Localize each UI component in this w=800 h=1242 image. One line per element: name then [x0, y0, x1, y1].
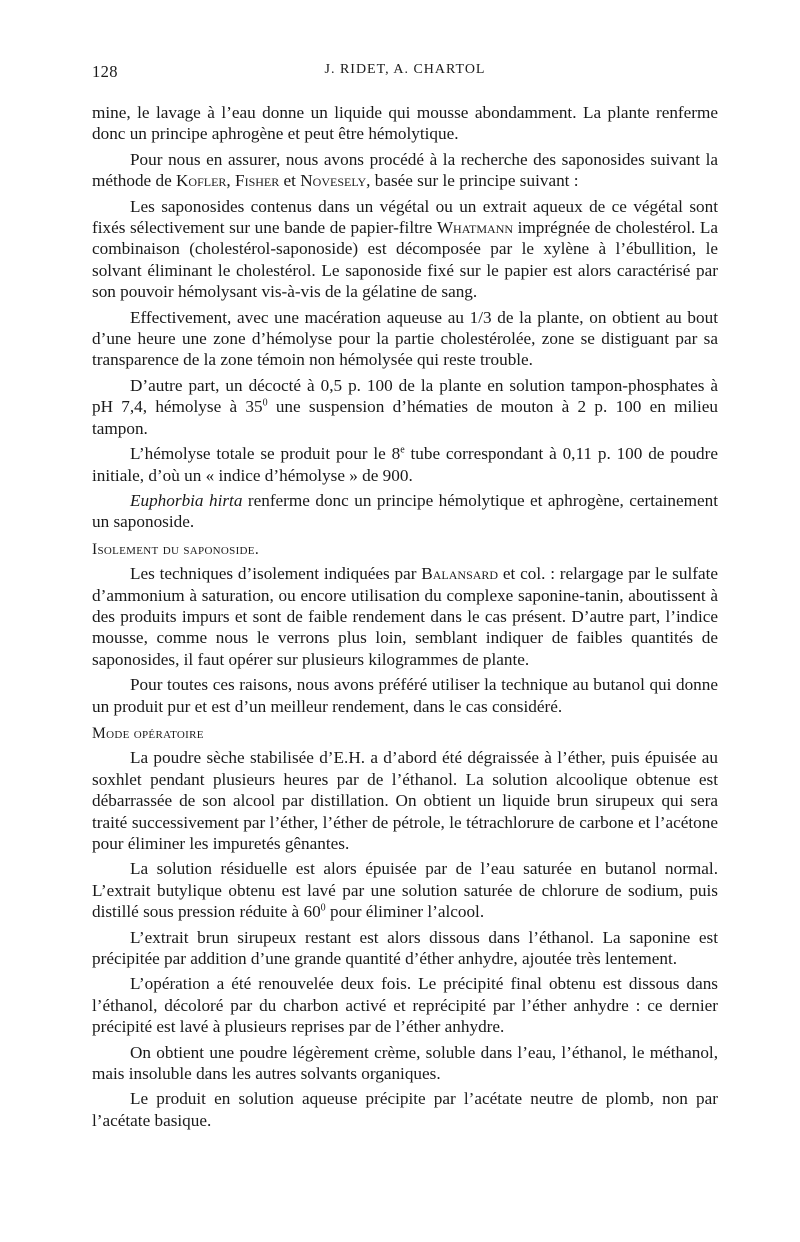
degree-mark: 0: [262, 397, 268, 409]
brand-name: Whatmann: [436, 218, 514, 238]
section-heading: Mode opératoire: [92, 724, 204, 742]
paragraph: La poudre sèche stabilisée d’E.H. a d’abord été dégraissée à l’éther, puis épuisée au soxhlet pendant plusieurs heures par de l’éthanol. La solution alcoolique obtenue est débarrassée de son alcool par distillation. On obtient un liquide brun sirupeux qui sera traité successivement par l’éther, l’éther de pétrole, le tétrachlorure de carbone et l’acétone pour éliminer les impuretés gênantes.: [92, 748, 718, 853]
running-header: [92, 62, 718, 88]
paragraph: L’opération a été renouvelée deux fois. Le précipité final obtenu est dissous dans l’éthanol, décoloré par du charbon activé et reprécipité par l’éther anhydre : ce dernier précipité est lavé à plusieurs reprises par de l’éther anhydre.: [92, 974, 718, 1037]
page-number: 128: [92, 62, 118, 81]
paragraph: On obtient une poudre légèrement crème, soluble dans l’eau, l’éthanol, le méthanol, mais insoluble dans les autres solvants organiques.: [92, 1042, 718, 1084]
paragraph: Les saponosides contenus dans un végétal ou un extrait aqueux de ce végétal sont fixés sélectivement sur une bande de papier-filtre Whatmann imprégnée de cholestérol. La combinaison (cholestérol-saponoside) est décomposée par le xylène à l’ébullition, le solvant éliminant le cholestérol. Le saponoside fixé sur le papier est alors caractérisé par son pouvoir hémolysant vis-à-vis de la gélatine de sang.: [92, 196, 718, 302]
paragraph: Euphorbia hirta renferme donc un principe hémolytique et aphrogène, certainement un saponoside.: [92, 490, 718, 532]
author-name: Balansard: [421, 564, 499, 584]
degree-mark: 0: [320, 902, 326, 914]
journal-page: [92, 62, 718, 1135]
author-name: Fisher: [235, 171, 280, 191]
paragraph: Le produit en solution aqueuse précipite par l’acétate neutre de plomb, non par l’acétate basique.: [92, 1089, 718, 1130]
article-body: [92, 102, 718, 1131]
paragraph: La solution résiduelle est alors épuisée par de l’eau saturée en butanol normal. L’extrait butylique obtenu est lavé par une solution saturée de chlorure de sodium, puis distillé sous pression réduite à $60^0$ pour éliminer l’alcool.: [92, 859, 718, 922]
paragraph: Pour toutes ces raisons, nous avons préféré utiliser la technique au butanol qui donne un produit pur et est d’un meilleur rendement, dans le cas considéré.: [92, 675, 718, 716]
paragraph: D’autre part, un décocté à 0,5 p. 100 de la plante en solution tampon-phosphates à pH 7,4, hémolyse à $35^0$ une suspension d’hématies de mouton à 2 p. 100 en milieu tampon.: [92, 375, 718, 438]
paragraph: Effectivement, avec une macération aqueuse au 1/3 de la plante, on obtient au bout d’une heure une zone d’hémolyse pour la partie cholestérolée, zone se distiguant par sa transparence de la zone témoin non hémolysée qui reste trouble.: [92, 307, 718, 370]
author-name: Kofler: [176, 171, 227, 191]
species-name: Euphorbia hirta: [130, 490, 243, 510]
paragraph: Les techniques d’isolement indiquées par Balansard et col. : relargage par le sulfate d’ammonium à saturation, ou encore utilisation du complexe saponine-tanin, aboutissent à des produits impurs et sont de faible rendement dans le cas présent. D’autre part, l’indice mousse, comme nous le verrons plus loin, semblant indiquer de faibles quantités de saponosides, il faut opérer sur plusieurs kilogrammes de plante.: [92, 564, 718, 669]
paragraph: L’hémolyse totale se produit pour le 8e tube correspondant à 0,11 p. 100 de poudre initiale, d’où un « indice d’hémolyse » de 900.: [92, 444, 718, 485]
paragraph: Pour nous en assurer, nous avons procédé à la recherche des saponosides suivant la méthode de Kofler, Fisher et Novesely, basée sur le principe suivant :: [92, 149, 718, 191]
section-heading: Isolement du saponoside.: [92, 540, 259, 558]
paragraph: L’extrait brun sirupeux restant est alors dissous dans l’éthanol. La saponine est précipitée par addition d’une grande quantité d’éther anhydre, ajoutée très lentement.: [92, 927, 718, 969]
author-name: Novesely: [300, 171, 367, 191]
running-head-authors: J. RIDET, A. CHARTOL: [324, 62, 486, 77]
ordinal-mark: e: [400, 444, 405, 456]
paragraph: mine, le lavage à l’eau donne un liquide qui mousse abondamment. La plante renferme donc un principe aphrogène et peut être hémolytique.: [92, 103, 718, 144]
